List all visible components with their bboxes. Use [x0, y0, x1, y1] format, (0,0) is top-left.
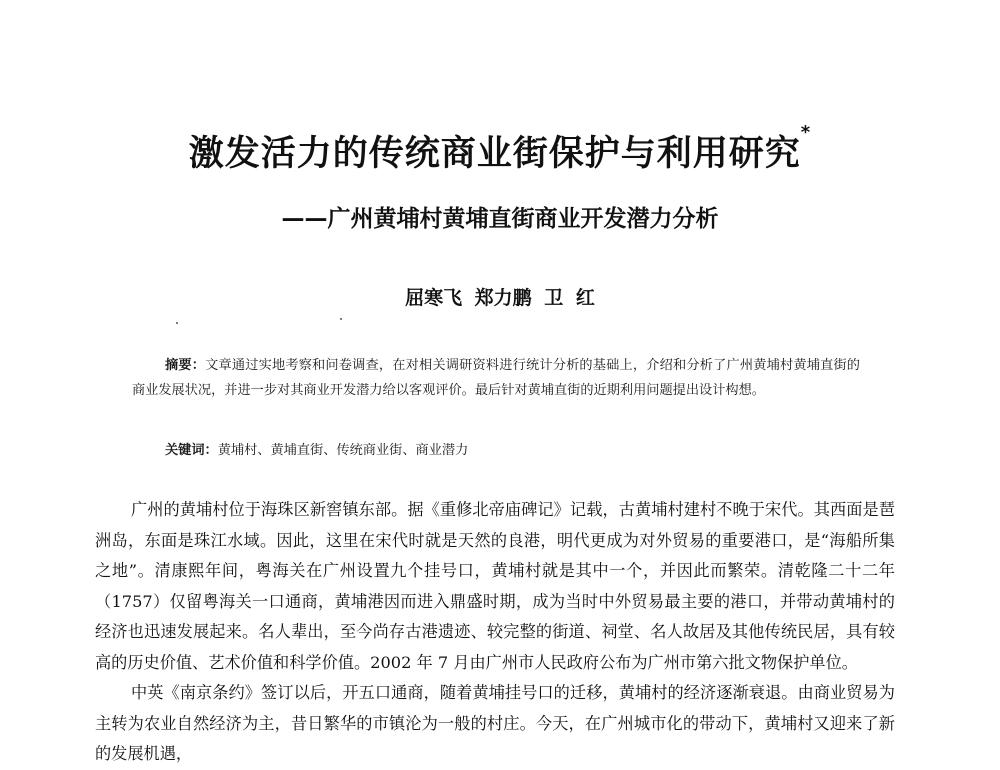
scan-speck — [340, 318, 342, 320]
body-paragraph: 中英《南京条约》签订以后，开五口通商，随着黄埔挂号口的迁移，黄埔村的经济逐渐衰退。由商业贸易为主转为农业自然经济为主，昔日繁华的市镇沦为一般的村庄。今天，在广州城市化的带动下，黄埔村又迎来了新的发展机遇， — [95, 683, 895, 763]
abstract-text: 文章通过实地考察和问卷调查，在对相关调研资料进行统计分析的基础上，介绍和分析了广州黄埔村黄埔直街的商业发展状况，并进一步对其商业开发潜力给以客观评价。最后针对黄埔直街的近期利用问题提出设计构想。 — [132, 358, 860, 398]
title-footnote-mark: * — [800, 122, 812, 143]
body-paragraph: 广州的黄埔村位于海珠区新窖镇东部。据《重修北帝庙碑记》记载，古黄埔村建村不晚于宋代。其西面是琶洲岛，东面是珠江水域。因此，这里在宋代时就是天然的良港，明代更成为对外贸易的重要港口，是“海船所集之地”。清康熙年间，粤海关在广州设置九个挂号口，黄埔村就是其中一个，并因此而繁荣。清乾隆二十二年（1757）仅留粤海关一口通商，黄埔港因而进入鼎盛时期，成为当时中外贸易最主要的港口，并带动黄埔村的经济也迅速发展起来。名人辈出，至今尚存古港遗迹、较完整的街道、祠堂、名人故居及其他传统民居，具有较高的历史价值、艺术价值和科学价值。2002 年 7 月由广州市人民政府公布为广州市第六批文物保护单位。 — [95, 500, 895, 672]
keywords — [165, 438, 865, 463]
keywords-text: 黄埔村、黄埔直街、传统商业街、商业潜力 — [217, 443, 469, 458]
paper-title — [0, 122, 1000, 176]
scan-speck — [176, 322, 178, 324]
abstract-label: 摘要： — [165, 358, 206, 373]
paper-authors: 屈寒飞 郑力鹏 卫 红 — [405, 287, 595, 309]
paper-title-text: 激发活力的传统商业街保护与利用研究 — [188, 134, 801, 174]
paper-subtitle: ——广州黄埔村黄埔直街商业开发潜力分析 — [281, 206, 719, 232]
keywords-label: 关键词： — [165, 443, 218, 458]
abstract — [132, 353, 860, 403]
body-text — [95, 495, 895, 770]
